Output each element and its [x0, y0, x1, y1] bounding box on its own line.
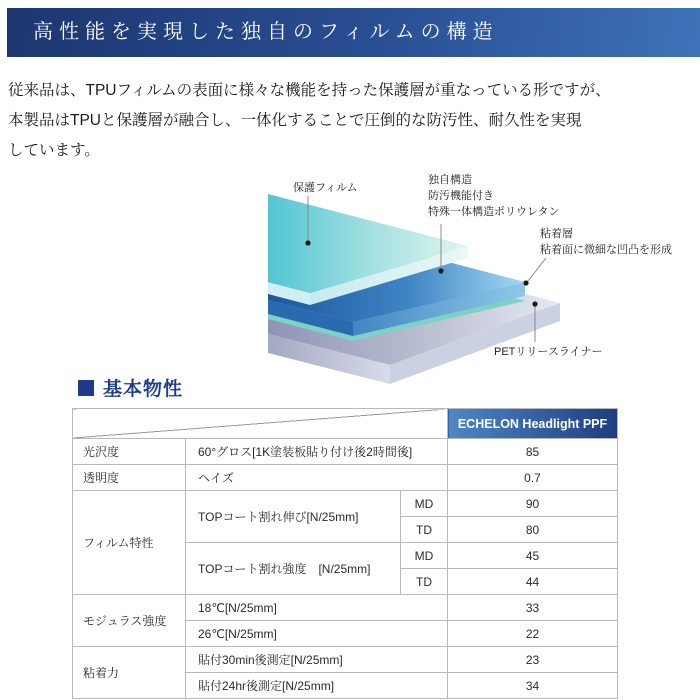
value-cell: 22 — [448, 621, 618, 647]
value-cell: 34 — [448, 673, 618, 699]
value-cell: 23 — [448, 647, 618, 673]
value-cell: 45 — [448, 543, 618, 569]
test-cell: TOPコート割れ伸び[N/25mm] — [186, 491, 401, 543]
label-line: 防汚機能付き — [428, 190, 494, 202]
value-cell: 80 — [448, 517, 618, 543]
section-banner-title: 高性能を実現した独自のフィルムの構造 — [7, 8, 700, 57]
section-bullet-square-icon — [78, 380, 94, 396]
category-cell: 光沢度 — [73, 439, 186, 465]
intro-line: 本製品はTPUと保護層が融合し、一体化することで圧倒的な防汚性、耐久性を実現 — [8, 112, 582, 129]
label-unique-structure — [428, 172, 560, 220]
test-cell: 60°グロス[1K塗装板貼り付け後2時間後] — [186, 439, 448, 465]
value-cell: 33 — [448, 595, 618, 621]
value-cell: 44 — [448, 569, 618, 595]
value-cell: 85 — [448, 439, 618, 465]
product-column-header: ECHELON Headlight PPF — [448, 409, 618, 439]
category-cell: 透明度 — [73, 465, 186, 491]
label-protective-film: 保護フィルム — [293, 182, 358, 194]
test-cell: 貼付30min後測定[N/25mm] — [186, 647, 448, 673]
category-cell: 粘着力 — [73, 647, 186, 699]
section-title-text: 基本物性 — [103, 379, 184, 400]
label-line: 粘着面に微細な凹凸を形成 — [540, 244, 672, 256]
category-cell: モジュラス強度 — [73, 595, 186, 647]
test-cell: 貼付24hr後測定[N/25mm] — [186, 673, 448, 699]
direction-cell: TD — [401, 569, 448, 595]
intro-paragraph — [8, 76, 696, 166]
category-cell: フィルム特性 — [73, 491, 186, 595]
test-cell: ヘイズ — [186, 465, 448, 491]
basic-properties-table — [72, 408, 618, 699]
intro-line: しています。 — [8, 142, 100, 159]
direction-cell: MD — [401, 543, 448, 569]
label-pet-release-liner: PETリリースライナー — [494, 346, 603, 358]
section-title-basic-properties — [78, 374, 183, 401]
value-cell: 90 — [448, 491, 618, 517]
label-adhesive-layer — [540, 226, 672, 258]
label-line: 粘着層 — [540, 228, 573, 240]
test-cell: TOPコート割れ強度 [N/25mm] — [186, 543, 401, 595]
intro-line: 従来品は、TPUフィルムの表面に様々な機能を持った保護層が重なっている形ですが、 — [8, 82, 611, 99]
test-cell: 18℃[N/25mm] — [186, 595, 448, 621]
direction-cell: TD — [401, 517, 448, 543]
table-corner-cell — [73, 409, 448, 439]
test-cell: 26℃[N/25mm] — [186, 621, 448, 647]
direction-cell: MD — [401, 491, 448, 517]
label-line: 特殊一体構造ポリウレタン — [428, 206, 560, 218]
label-line: 独自構造 — [428, 174, 472, 186]
value-cell: 0.7 — [448, 465, 618, 491]
